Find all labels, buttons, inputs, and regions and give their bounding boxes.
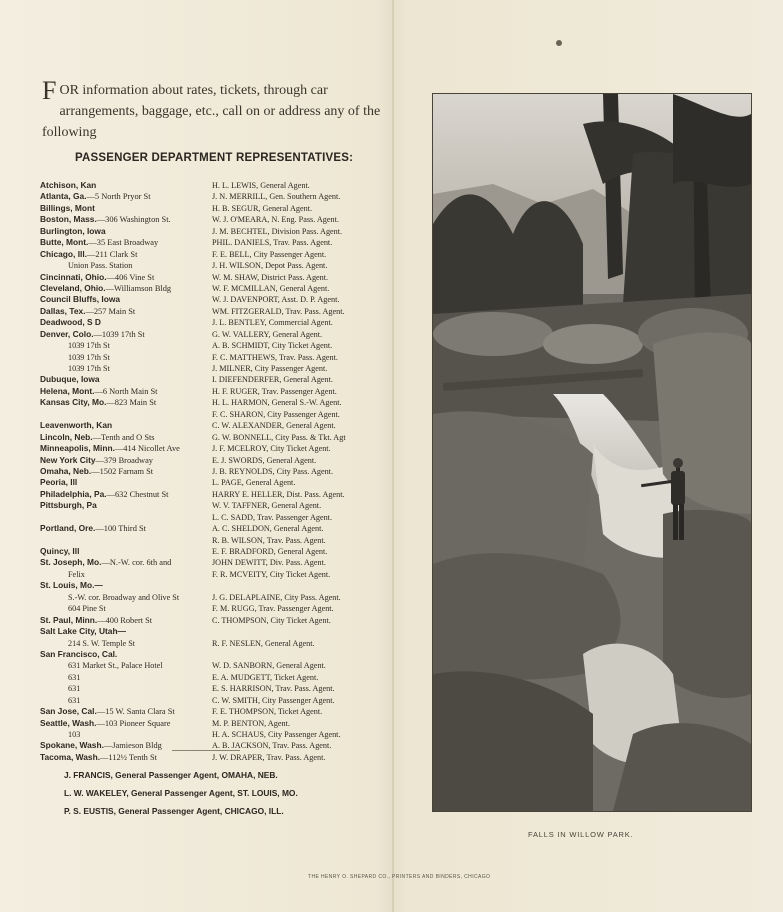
rep-city: Pittsburgh, Pa bbox=[40, 500, 97, 511]
rep-city-cell bbox=[40, 752, 157, 763]
rep-city-cell bbox=[40, 329, 145, 340]
representative-row bbox=[40, 557, 390, 568]
photo-caption: FALLS IN WILLOW PARK. bbox=[528, 830, 634, 839]
representative-row bbox=[40, 203, 390, 214]
representative-row bbox=[40, 718, 390, 729]
rep-city-cell bbox=[40, 557, 171, 568]
rep-address: —211 Clark St bbox=[87, 249, 138, 259]
rep-address: —400 Robert St bbox=[97, 615, 153, 625]
rep-city: Leavenworth, Kan bbox=[40, 420, 113, 431]
rep-agent: M. P. BENTON, Agent. bbox=[212, 718, 290, 728]
representative-row bbox=[40, 535, 390, 546]
rep-city-cell bbox=[40, 191, 151, 202]
rep-city-cell bbox=[40, 180, 96, 191]
rep-city: Cleveland, Ohio. bbox=[40, 282, 106, 293]
rep-agent: W. J. DAVENPORT, Asst. D. P. Agent. bbox=[212, 295, 340, 305]
rep-agent: H. B. SEGUR, General Agent. bbox=[212, 203, 313, 213]
representative-row bbox=[40, 729, 390, 740]
rep-address: 631 bbox=[68, 684, 81, 694]
rep-agent: W. F. MCMILLAN, General Agent. bbox=[212, 283, 330, 293]
representative-row bbox=[40, 592, 390, 603]
representative-row bbox=[40, 374, 390, 385]
representative-row bbox=[40, 237, 390, 248]
rep-city-cell bbox=[40, 294, 120, 305]
rep-address: —1502 Farnam St bbox=[91, 466, 154, 476]
rep-address: —15 W. Santa Clara St bbox=[96, 707, 175, 717]
representative-row bbox=[40, 649, 390, 660]
rep-city-cell bbox=[40, 615, 152, 626]
rep-city: Dallas, Tex. bbox=[40, 305, 86, 316]
rep-agent: F. E. BELL, City Passenger Agent. bbox=[212, 249, 327, 259]
representative-row bbox=[40, 512, 390, 523]
rep-city: Kansas City, Mo. bbox=[40, 397, 107, 408]
rep-address: 214 S. W. Temple St bbox=[68, 638, 136, 648]
rep-address: —Williamson Bldg bbox=[105, 283, 172, 293]
rep-address: 1039 17th St bbox=[68, 364, 110, 373]
representative-row bbox=[40, 409, 390, 420]
rep-agent: G. W. VALLERY, General Agent. bbox=[212, 329, 323, 339]
rep-address: —257 Main St bbox=[85, 306, 136, 316]
representative-row bbox=[40, 603, 390, 614]
rep-city-cell bbox=[40, 740, 162, 751]
rep-address: 604 Pine St bbox=[68, 604, 106, 614]
rep-address: —406 Vine St bbox=[106, 272, 155, 282]
rep-city: New York City bbox=[40, 454, 96, 465]
rep-city: Chicago, Ill. bbox=[40, 248, 87, 259]
representative-row bbox=[40, 546, 390, 557]
rep-city-cell bbox=[40, 500, 97, 511]
rep-agent: E. J. SWORDS, General Agent. bbox=[212, 455, 317, 465]
rep-agent: C. THOMPSON, City Ticket Agent. bbox=[212, 615, 331, 625]
rep-city-cell bbox=[40, 317, 101, 328]
representative-row bbox=[40, 294, 390, 305]
rep-city-cell bbox=[40, 626, 126, 637]
representative-row bbox=[40, 489, 390, 500]
rep-city-cell bbox=[40, 374, 100, 385]
rep-city: Portland, Ore. bbox=[40, 523, 96, 534]
general-agent-chicago: P. S. EUSTIS, General Passenger Agent, CHICAGO, ILL. bbox=[64, 806, 284, 816]
representative-row bbox=[40, 626, 390, 637]
rep-agent: E. S. HARRISON, Trav. Pass. Agent. bbox=[212, 684, 335, 694]
rep-agent: C. W. ALEXANDER, General Agent. bbox=[212, 421, 336, 431]
rep-address: 103 bbox=[68, 730, 81, 739]
representative-row bbox=[40, 580, 390, 591]
rep-address: —1039 17th St bbox=[93, 329, 145, 339]
representative-row bbox=[40, 386, 390, 397]
rep-city: Spokane, Wash. bbox=[40, 740, 104, 751]
rep-city: Dubuque, Iowa bbox=[40, 374, 100, 385]
rep-agent: J. M. BECHTEL, Division Pass. Agent. bbox=[212, 226, 343, 236]
rep-city: Tacoma, Wash. bbox=[40, 751, 101, 762]
rep-agent: J. B. REYNOLDS, City Pass. Agent. bbox=[212, 466, 334, 476]
rep-address: —Tenth and O Sts bbox=[92, 432, 155, 442]
rep-address: 1039 17th St bbox=[68, 352, 110, 362]
rep-address: —414 Nicollet Ave bbox=[114, 444, 180, 454]
rep-city-cell bbox=[40, 718, 170, 729]
representative-row bbox=[40, 443, 390, 454]
rep-agent: W. M. SHAW, District Pass. Agent. bbox=[212, 272, 329, 282]
representative-row bbox=[40, 249, 390, 260]
rep-city: Lincoln, Neb. bbox=[40, 431, 93, 442]
rep-agent: A. B. JACKSON, Trav. Pass. Agent. bbox=[212, 741, 332, 751]
rep-city-cell bbox=[40, 477, 77, 488]
representative-row bbox=[40, 455, 390, 466]
rep-address: —632 Chestnut St bbox=[106, 489, 169, 499]
representative-row bbox=[40, 180, 390, 191]
rep-agent: C. W. SMITH, City Passenger Agent. bbox=[212, 695, 335, 705]
rep-city-cell bbox=[40, 432, 155, 443]
rep-city: Atlanta, Ga. bbox=[40, 191, 87, 202]
rep-city: St. Louis, Mo.— bbox=[40, 580, 103, 591]
rep-agent: HARRY E. HELLER, Dist. Pass. Agent. bbox=[212, 489, 345, 499]
rep-agent: W. D. SANBORN, General Agent. bbox=[212, 661, 326, 671]
representative-row bbox=[40, 752, 390, 763]
representative-row bbox=[40, 466, 390, 477]
page-fold bbox=[392, 0, 394, 912]
rep-agent: G. W. BONNELL, City Pass. & Tkt. Agt bbox=[212, 432, 346, 442]
representative-row bbox=[40, 672, 390, 683]
rep-agent: F. C. SHARON, City Passenger Agent. bbox=[212, 409, 340, 419]
rep-address: —103 Pioneer Square bbox=[96, 718, 171, 728]
rep-address: —35 East Broadway bbox=[88, 238, 159, 248]
rep-address: —306 Washington St. bbox=[96, 215, 171, 225]
representative-row bbox=[40, 432, 390, 443]
rep-city: Peoria, Ill bbox=[40, 477, 78, 488]
rep-agent: J. H. WILSON, Depot Pass. Agent. bbox=[212, 261, 328, 271]
rep-agent: A. C. SHELDON, General Agent. bbox=[212, 524, 324, 534]
rep-city: San Jose, Cal. bbox=[40, 706, 97, 717]
rep-city: Seattle, Wash. bbox=[40, 717, 97, 728]
rep-address: —5 North Pryor St bbox=[86, 192, 151, 202]
representative-row bbox=[40, 683, 390, 694]
rep-address: 631 bbox=[68, 695, 81, 705]
rep-address: —823 Main St bbox=[106, 398, 157, 408]
representative-row bbox=[40, 397, 390, 408]
representative-row bbox=[40, 615, 390, 626]
rep-address: Union Pass. Station bbox=[68, 261, 133, 271]
representative-row bbox=[40, 569, 390, 580]
rep-agent: W. V. TAFFNER, General Agent. bbox=[212, 501, 322, 511]
rep-agent: J. G. DELAPLAINE, City Pass. Agent. bbox=[212, 592, 341, 602]
section-heading: PASSENGER DEPARTMENT REPRESENTATIVES: bbox=[75, 152, 354, 164]
representative-row bbox=[40, 317, 390, 328]
rep-agent: I. DIEFENDERFER, General Agent. bbox=[212, 375, 333, 385]
representative-row bbox=[40, 477, 390, 488]
rep-agent: H. A. SCHAUS, City Passenger Agent. bbox=[212, 730, 341, 739]
rep-agent: J. L. BENTLEY, Commercial Agent. bbox=[212, 318, 333, 328]
rep-agent: R. B. WILSON, Trav. Pass. Agent. bbox=[212, 535, 326, 545]
rep-city-cell bbox=[40, 466, 153, 477]
representative-row bbox=[40, 306, 390, 317]
rep-agent: F. E. THOMPSON, Ticket Agent. bbox=[212, 707, 323, 717]
rep-agent: A. B. SCHMIDT, City Ticket Agent. bbox=[212, 341, 333, 351]
falls-photo-image bbox=[433, 94, 751, 811]
rep-city: Philadelphia, Pa. bbox=[40, 488, 107, 499]
rep-agent: H. L. LEWIS, General Agent. bbox=[212, 181, 310, 190]
rep-city-cell bbox=[40, 580, 103, 591]
rep-city-cell bbox=[40, 420, 112, 431]
rep-city-cell bbox=[40, 283, 171, 294]
representative-row bbox=[40, 500, 390, 511]
intro-text: OR information about rates, tickets, through car arrangements, baggage, etc., call on or address any of the following bbox=[42, 83, 381, 140]
rep-city-cell bbox=[40, 386, 158, 397]
rep-city-cell bbox=[40, 649, 117, 660]
rep-city: Butte, Mont. bbox=[40, 237, 89, 248]
rep-address: —112½ Tenth St bbox=[100, 752, 157, 762]
representative-row bbox=[40, 226, 390, 237]
representative-row bbox=[40, 352, 390, 363]
rep-city-cell bbox=[40, 226, 106, 237]
rep-city-cell bbox=[40, 306, 135, 317]
rep-city: Cincinnati, Ohio. bbox=[40, 271, 107, 282]
rep-agent: J. W. DRAPER, Trav. Pass. Agent. bbox=[212, 752, 326, 762]
rep-city-cell bbox=[40, 443, 180, 454]
falls-photograph bbox=[432, 93, 752, 812]
rep-agent: W. J. O'MEARA, N. Eng. Pass. Agent. bbox=[212, 215, 339, 225]
rep-city: Minneapolis, Minn. bbox=[40, 443, 115, 454]
representative-row bbox=[40, 191, 390, 202]
representative-row bbox=[40, 260, 390, 271]
representative-row bbox=[40, 214, 390, 225]
rep-address: —379 Broadway bbox=[95, 455, 153, 465]
rep-city: San Francisco, Cal. bbox=[40, 648, 118, 659]
rep-city: St. Joseph, Mo. bbox=[40, 557, 102, 568]
rep-city-cell bbox=[40, 249, 137, 260]
rep-agent: E. F. BRADFORD, General Agent. bbox=[212, 547, 328, 556]
rep-agent: J. F. MCELROY, City Ticket Agent. bbox=[212, 444, 331, 454]
rep-city: Billings, Mont bbox=[40, 202, 95, 213]
representative-row bbox=[40, 363, 390, 374]
rep-city: Helena, Mont. bbox=[40, 385, 95, 396]
rep-agent: JOHN DEWITT, Div. Pass. Agent. bbox=[212, 558, 326, 568]
page-mark bbox=[556, 40, 562, 46]
rep-address: —Jamieson Bldg bbox=[103, 741, 162, 751]
rep-city: Burlington, Iowa bbox=[40, 225, 106, 236]
representative-row bbox=[40, 638, 390, 649]
rep-agent: J. N. MERRILL, Gen. Southern Agent. bbox=[212, 192, 341, 202]
rep-address: —N.-W. cor. 6th and bbox=[101, 558, 172, 568]
representative-row bbox=[40, 706, 390, 717]
representative-row bbox=[40, 340, 390, 351]
rep-address: 1039 17th St bbox=[68, 341, 110, 351]
rep-agent: F. R. MCVEITY, City Ticket Agent. bbox=[212, 569, 331, 579]
rep-agent: L. PAGE, General Agent. bbox=[212, 478, 296, 488]
representative-row bbox=[40, 420, 390, 431]
rep-agent: WM. FITZGERALD, Trav. Pass. Agent. bbox=[212, 306, 345, 316]
intro-paragraph bbox=[42, 76, 387, 143]
rep-address: S.-W. cor. Broadway and Olive St bbox=[68, 592, 180, 602]
rep-city-cell bbox=[40, 546, 79, 557]
rep-address: —100 Third St bbox=[95, 524, 146, 534]
rep-city-cell bbox=[40, 523, 146, 534]
general-agent-omaha: J. FRANCIS, General Passenger Agent, OMAHA, NEB. bbox=[64, 770, 278, 780]
rep-city-cell bbox=[40, 706, 175, 717]
rep-city: St. Paul, Minn. bbox=[40, 614, 98, 625]
rep-city-cell bbox=[40, 489, 168, 500]
general-agent-st-louis: L. W. WAKELEY, General Passenger Agent, ST. LOUIS, MO. bbox=[64, 788, 298, 798]
representative-row bbox=[40, 272, 390, 283]
representatives-list bbox=[40, 180, 390, 763]
rep-city-cell bbox=[40, 214, 171, 225]
rep-city-cell bbox=[40, 455, 153, 466]
rep-city-cell bbox=[40, 237, 158, 248]
rep-agent: PHIL. DANIELS, Trav. Pass. Agent. bbox=[212, 238, 333, 248]
rep-agent: R. F. NESLEN, General Agent. bbox=[212, 638, 315, 648]
rep-address: Felix bbox=[68, 569, 85, 579]
printer-credit: THE HENRY O. SHEPARD CO., PRINTERS AND BINDERS, CHICAGO bbox=[308, 874, 491, 880]
rep-city: Atchison, Kan bbox=[40, 180, 97, 190]
rep-city: Deadwood, S D bbox=[40, 317, 101, 328]
rep-city: Quincy, Ill bbox=[40, 546, 80, 556]
rep-address: 631 Market St., Palace Hotel bbox=[68, 661, 163, 671]
rep-city: Boston, Mass. bbox=[40, 214, 97, 225]
rep-city: Council Bluffs, Iowa bbox=[40, 294, 121, 305]
representative-row bbox=[40, 660, 390, 671]
rep-address: 631 bbox=[68, 672, 81, 682]
rep-city: Salt Lake City, Utah— bbox=[40, 626, 126, 637]
representative-row bbox=[40, 523, 390, 534]
rep-agent: F. M. RUGG, Trav. Passenger Agent. bbox=[212, 604, 334, 614]
rep-city: Omaha, Neb. bbox=[40, 465, 92, 476]
representative-row bbox=[40, 695, 390, 706]
rep-agent: L. C. SADD, Trav. Passenger Agent. bbox=[212, 512, 333, 522]
representative-row bbox=[40, 329, 390, 340]
rep-agent: H. L. HARMON, General S.-W. Agent. bbox=[212, 398, 342, 408]
rep-agent: F. C. MATTHEWS, Trav. Pass. Agent. bbox=[212, 352, 338, 362]
rep-city: Denver, Colo. bbox=[40, 328, 94, 339]
divider-rule bbox=[172, 750, 240, 751]
intro-dropcap: F bbox=[42, 76, 57, 105]
rep-city-cell bbox=[40, 203, 95, 214]
representative-row bbox=[40, 283, 390, 294]
rep-city-cell bbox=[40, 397, 156, 408]
rep-agent: H. F. RUGER, Trav. Passenger Agent. bbox=[212, 386, 337, 396]
rep-agent: J. MILNER, City Passenger Agent. bbox=[212, 364, 328, 373]
rep-city-cell bbox=[40, 272, 154, 283]
rep-agent: E. A. MUDGETT, Ticket Agent. bbox=[212, 672, 319, 682]
rep-address: —6 North Main St bbox=[94, 386, 158, 396]
